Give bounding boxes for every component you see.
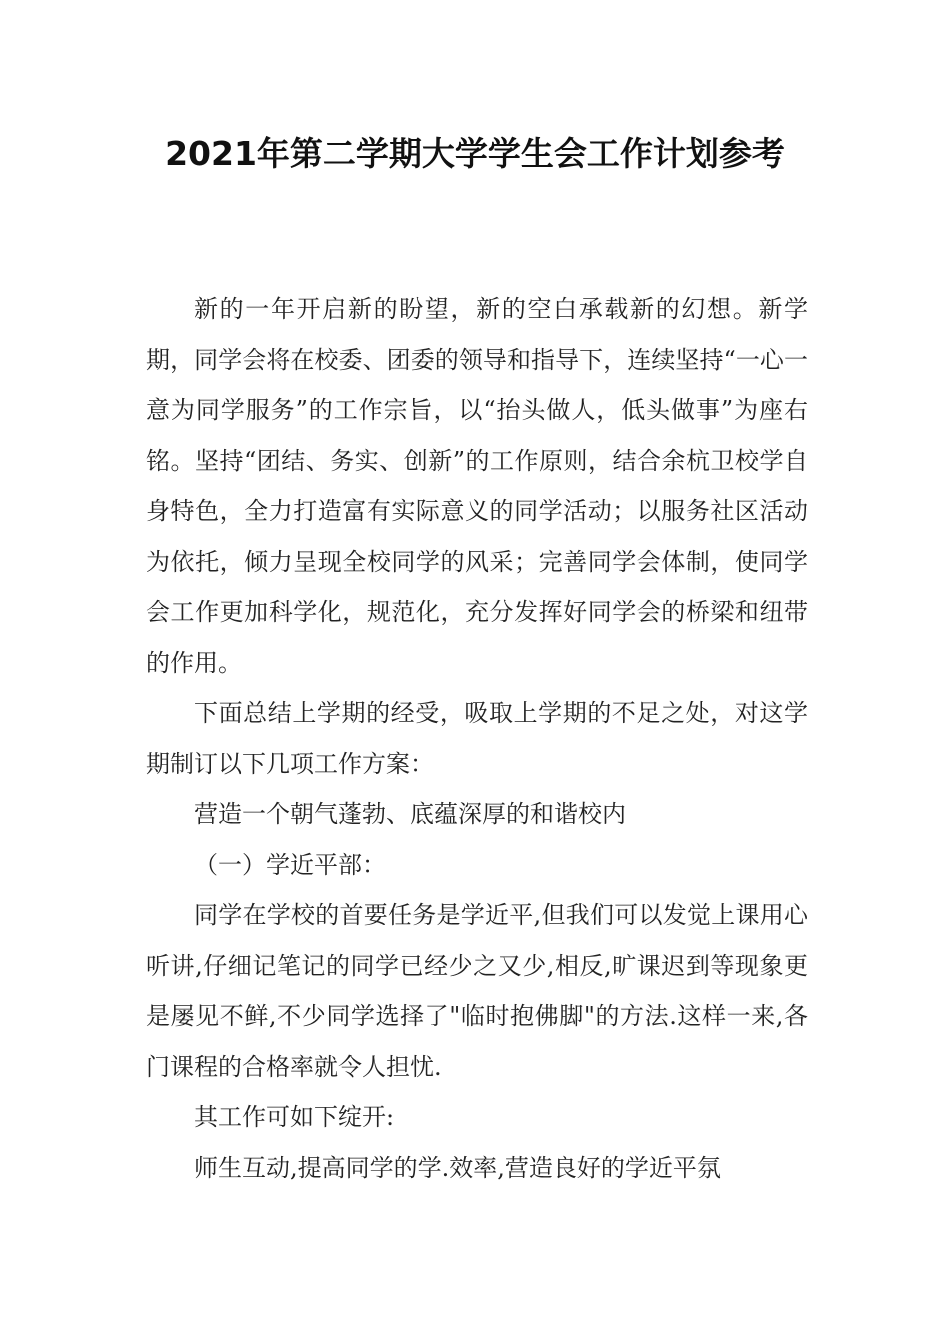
paragraph-work-intro: 其工作可如下绽开: xyxy=(194,1103,395,1131)
paragraph-interaction: 师生互动,提高同学的学.效率,营造良好的学近平氛 xyxy=(194,1153,721,1182)
paragraph-summary: 下面总结上学期的经受，吸取上学期的不足之处，对这学期制订以下几项工作方案： xyxy=(146,699,808,778)
paragraph-intro: 新的一年开启新的盼望，新的空白承载新的幻想。新学期，同学会将在校委、团委的领导和指导下，连续坚持“一心一意为同学服务”的工作宗旨，以“抬头做人，低头做事”为座右铭。坚持“团结、务实、创新”的工作原则，结合余杭卫校学自身特色，全力打造富有实际意义的同学活动；以服务社区活动为依托，倾力呈现全校同学的风采；完善同学会体制，使同学会工作更加科学化，规范化，充分发挥好同学会的桥梁和纽带的作用。 xyxy=(146,295,808,677)
document-title: 2021年第二学期大学学生会工作计划参考 xyxy=(165,134,785,173)
document-body xyxy=(146,284,808,1193)
paragraph-goal: 营造一个朝气蓬勃、底蕴深厚的和谐校内 xyxy=(194,800,626,828)
paragraph-study-problem: 同学在学校的首要任务是学近平,但我们可以发觉上课用心听讲,仔细记笔记的同学已经少之又少,相反,旷课迟到等现象更是屡见不鲜,不少同学选择了"临时抱佛脚"的方法.这样一来,各门课程的合格率就令人担忧. xyxy=(146,901,808,1081)
section-heading-study-dept: （一）学近平部： xyxy=(194,850,386,879)
